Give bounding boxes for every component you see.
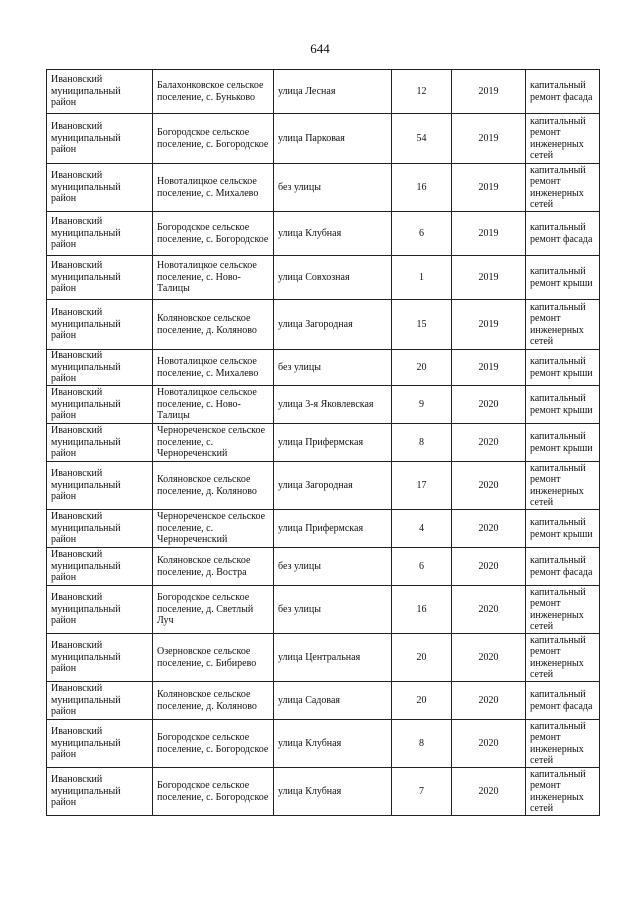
page-number: 644 [310,41,330,56]
street-cell: улица Клубная [274,212,392,256]
table-row [47,510,600,548]
work-type-cell: капитальный ремонт крыши [526,424,600,462]
year-cell: 2020 [452,386,526,424]
work-type-cell: капитальный ремонт крыши [526,386,600,424]
house-number-cell: 54 [392,114,452,164]
settlement-cell: Новоталицкое сельское поселение, с. Михалево [153,164,274,212]
year-cell: 2019 [452,300,526,350]
table-row [47,462,600,510]
house-number-cell: 17 [392,462,452,510]
work-type-cell: капитальный ремонт крыши [526,510,600,548]
repair-schedule-table [46,69,600,816]
work-type-cell: капитальный ремонт фасада [526,212,600,256]
settlement-cell: Богородское сельское поселение, с. Богородское [153,114,274,164]
year-cell: 2020 [452,682,526,720]
settlement-cell: Богородское сельское поселение, с. Богородское [153,212,274,256]
table-row [47,682,600,720]
street-cell: улица Загородная [274,462,392,510]
table-row [47,164,600,212]
table-row [47,386,600,424]
house-number-cell: 20 [392,350,452,386]
street-cell: без улицы [274,548,392,586]
district-cell: Ивановский муниципальный район [47,386,153,424]
street-cell: улица Прифермская [274,424,392,462]
work-type-cell: капитальный ремонт инженерных сетей [526,114,600,164]
table-row [47,350,600,386]
house-number-cell: 20 [392,634,452,682]
work-type-cell: капитальный ремонт фасада [526,548,600,586]
year-cell: 2020 [452,586,526,634]
table-row [47,114,600,164]
settlement-cell: Озерновское сельское поселение, с. Бибирево [153,634,274,682]
house-number-cell: 6 [392,548,452,586]
district-cell: Ивановский муниципальный район [47,70,153,114]
settlement-cell: Коляновское сельское поселение, д. Востра [153,548,274,586]
settlement-cell: Коляновское сельское поселение, д. Коляново [153,300,274,350]
district-cell: Ивановский муниципальный район [47,634,153,682]
street-cell: без улицы [274,164,392,212]
district-cell: Ивановский муниципальный район [47,548,153,586]
house-number-cell: 7 [392,768,452,816]
work-type-cell: капитальный ремонт инженерных сетей [526,462,600,510]
year-cell: 2020 [452,768,526,816]
house-number-cell: 1 [392,256,452,300]
district-cell: Ивановский муниципальный район [47,510,153,548]
work-type-cell: капитальный ремонт инженерных сетей [526,300,600,350]
district-cell: Ивановский муниципальный район [47,720,153,768]
table-row [47,424,600,462]
settlement-cell: Богородское сельское поселение, д. Светлый Луч [153,586,274,634]
district-cell: Ивановский муниципальный район [47,682,153,720]
settlement-cell: Чернореченское сельское поселение, с. Чернореченский [153,510,274,548]
work-type-cell: капитальный ремонт инженерных сетей [526,164,600,212]
house-number-cell: 9 [392,386,452,424]
district-cell: Ивановский муниципальный район [47,462,153,510]
street-cell: улица Совхозная [274,256,392,300]
year-cell: 2020 [452,424,526,462]
settlement-cell: Балахонковское сельское поселение, с. Буньково [153,70,274,114]
table-row [47,586,600,634]
year-cell: 2019 [452,350,526,386]
district-cell: Ивановский муниципальный район [47,350,153,386]
work-type-cell: капитальный ремонт инженерных сетей [526,768,600,816]
table-row [47,300,600,350]
street-cell: улица Садовая [274,682,392,720]
year-cell: 2020 [452,510,526,548]
work-type-cell: капитальный ремонт фасада [526,682,600,720]
street-cell: улица Клубная [274,768,392,816]
work-type-cell: капитальный ремонт инженерных сетей [526,634,600,682]
year-cell: 2019 [452,256,526,300]
street-cell: без улицы [274,586,392,634]
year-cell: 2020 [452,720,526,768]
year-cell: 2019 [452,114,526,164]
district-cell: Ивановский муниципальный район [47,164,153,212]
house-number-cell: 8 [392,720,452,768]
street-cell: улица Лесная [274,70,392,114]
district-cell: Ивановский муниципальный район [47,300,153,350]
year-cell: 2019 [452,164,526,212]
settlement-cell: Новоталицкое сельское поселение, с. Ново-Талицы [153,256,274,300]
settlement-cell: Богородское сельское поселение, с. Богородское [153,720,274,768]
street-cell: улица Прифермская [274,510,392,548]
table-row [47,70,600,114]
street-cell: улица Парковая [274,114,392,164]
year-cell: 2020 [452,548,526,586]
district-cell: Ивановский муниципальный район [47,768,153,816]
table-row [47,720,600,768]
settlement-cell: Чернореченское сельское поселение, с. Чернореченский [153,424,274,462]
table-row [47,212,600,256]
house-number-cell: 15 [392,300,452,350]
street-cell: улица Центральная [274,634,392,682]
house-number-cell: 12 [392,70,452,114]
table-row [47,768,600,816]
table-row [47,548,600,586]
year-cell: 2019 [452,212,526,256]
house-number-cell: 4 [392,510,452,548]
street-cell: улица Клубная [274,720,392,768]
settlement-cell: Богородское сельское поселение, с. Богородское [153,768,274,816]
street-cell: без улицы [274,350,392,386]
street-cell: улица 3-я Яковлевская [274,386,392,424]
table-row [47,634,600,682]
work-type-cell: капитальный ремонт инженерных сетей [526,720,600,768]
settlement-cell: Новоталицкое сельское поселение, с. Михалево [153,350,274,386]
work-type-cell: капитальный ремонт фасада [526,70,600,114]
table-row [47,256,600,300]
house-number-cell: 8 [392,424,452,462]
district-cell: Ивановский муниципальный район [47,256,153,300]
district-cell: Ивановский муниципальный район [47,424,153,462]
house-number-cell: 20 [392,682,452,720]
year-cell: 2020 [452,634,526,682]
house-number-cell: 6 [392,212,452,256]
work-type-cell: капитальный ремонт крыши [526,350,600,386]
street-cell: улица Загородная [274,300,392,350]
house-number-cell: 16 [392,586,452,634]
house-number-cell: 16 [392,164,452,212]
year-cell: 2019 [452,70,526,114]
district-cell: Ивановский муниципальный район [47,586,153,634]
settlement-cell: Коляновское сельское поселение, д. Коляново [153,682,274,720]
year-cell: 2020 [452,462,526,510]
settlement-cell: Новоталицкое сельское поселение, с. Ново-Талицы [153,386,274,424]
settlement-cell: Коляновское сельское поселение, д. Коляново [153,462,274,510]
district-cell: Ивановский муниципальный район [47,114,153,164]
work-type-cell: капитальный ремонт крыши [526,256,600,300]
district-cell: Ивановский муниципальный район [47,212,153,256]
work-type-cell: капитальный ремонт инженерных сетей [526,586,600,634]
